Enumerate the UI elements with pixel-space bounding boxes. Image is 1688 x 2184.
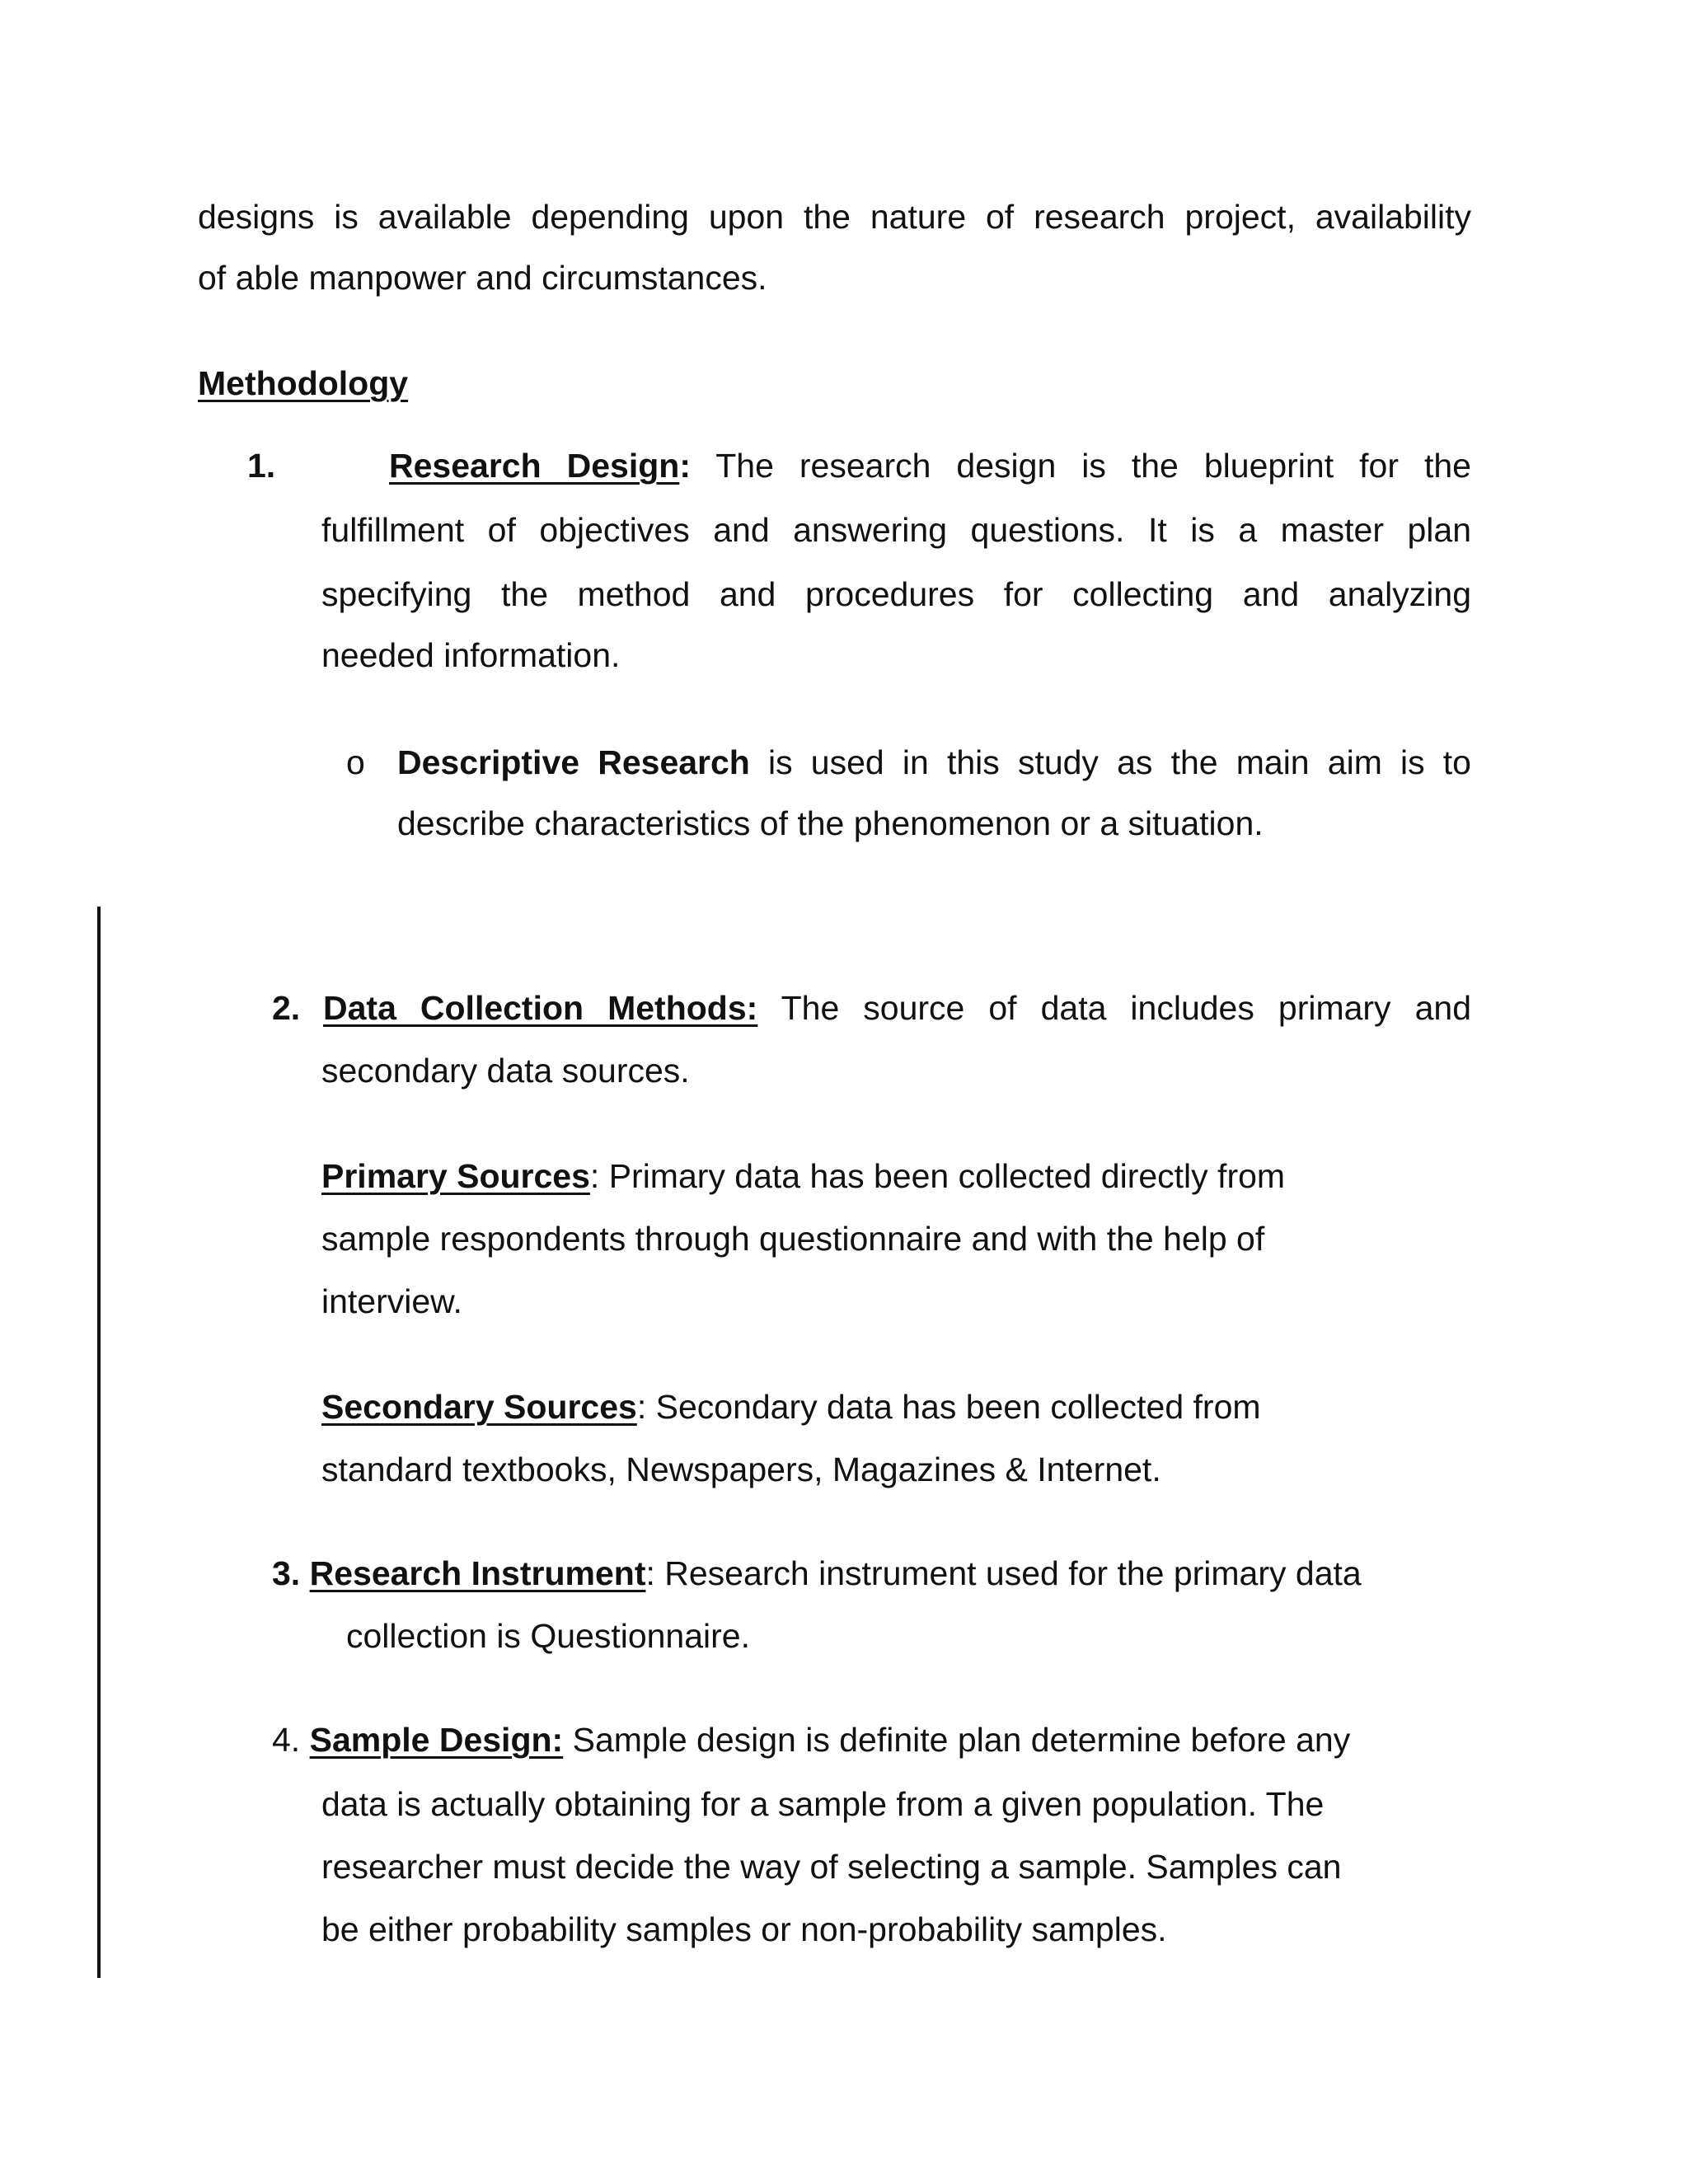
item-4-number: 4. (272, 1721, 301, 1759)
item-3-line-1 (272, 1543, 1362, 1605)
item-3-number: 3. (272, 1554, 301, 1592)
primary-sources-line-3: interview. (321, 1282, 462, 1320)
item-4-title: Sample Design: (309, 1721, 564, 1759)
primary-sources-line-2: sample respondents through questionnaire and with the help of (321, 1220, 1265, 1258)
bullet-line-1-rest: is used in this study as the main aim is to (768, 743, 1471, 781)
item-2-title: Data Collection Methods: (323, 989, 758, 1027)
item-3-line-2: collection is Questionnaire. (346, 1617, 750, 1655)
item-4-line-2: data is actually obtaining for a sample from a given population. The (321, 1785, 1325, 1823)
item-4-line-3: researcher must decide the way of selecting a sample. Samples can (321, 1848, 1342, 1886)
item-1-line-3: specifying the method and procedures for collecting and analyzing (321, 575, 1471, 613)
item-3-title: Research Instrument (309, 1554, 646, 1592)
primary-sources-line-1 (321, 1146, 1285, 1207)
item-2-line-1-rest: The source of data includes primary and (781, 989, 1471, 1027)
item-1-title: Research Design (389, 447, 680, 485)
item-1-line-4: needed information. (321, 636, 621, 674)
bullet-line-1 (397, 732, 1471, 794)
item-4-line-4: be either probability samples or non-probability samples. (321, 1910, 1167, 1948)
item-4-rest: Sample design is definite plan determine before any (572, 1721, 1351, 1759)
bullet-marker: o (346, 743, 365, 781)
bullet-line-2: describe characteristics of the phenomenon or a situation. (397, 804, 1264, 842)
primary-sources-rest: : Primary data has been collected directly from (589, 1157, 1286, 1195)
item-1-line-2: fulfillment of objectives and answering questions. It is a master plan (321, 511, 1471, 549)
item-2-line-1 (323, 977, 1471, 1039)
bullet-bold-term: Descriptive Research (397, 743, 750, 781)
item-1-line-1 (389, 435, 1471, 497)
item-2-number: 2. (272, 989, 301, 1027)
intro-line-1: designs is available depending upon the nature of research project, availability (198, 198, 1471, 236)
secondary-sources-line-2: standard textbooks, Newspapers, Magazines & Internet. (321, 1451, 1161, 1488)
item-2-line-2: secondary data sources. (321, 1052, 690, 1090)
item-3-rest: : Research instrument used for the primary data (645, 1554, 1362, 1592)
secondary-sources-rest: : Secondary data has been collected from (636, 1388, 1261, 1426)
secondary-sources-title: Secondary Sources (321, 1388, 637, 1426)
item-1-number: 1. (247, 447, 276, 485)
secondary-sources-line-1 (321, 1376, 1261, 1438)
intro-line-2: of able manpower and circumstances. (198, 259, 767, 297)
item-1-colon: : (679, 447, 691, 485)
left-margin-rule (97, 907, 101, 1978)
item-1-line-1-rest: The research design is the blueprint for the (715, 447, 1471, 485)
section-heading: Methodology (198, 364, 409, 402)
item-4-line-1 (272, 1709, 1350, 1771)
primary-sources-title: Primary Sources (321, 1157, 590, 1195)
